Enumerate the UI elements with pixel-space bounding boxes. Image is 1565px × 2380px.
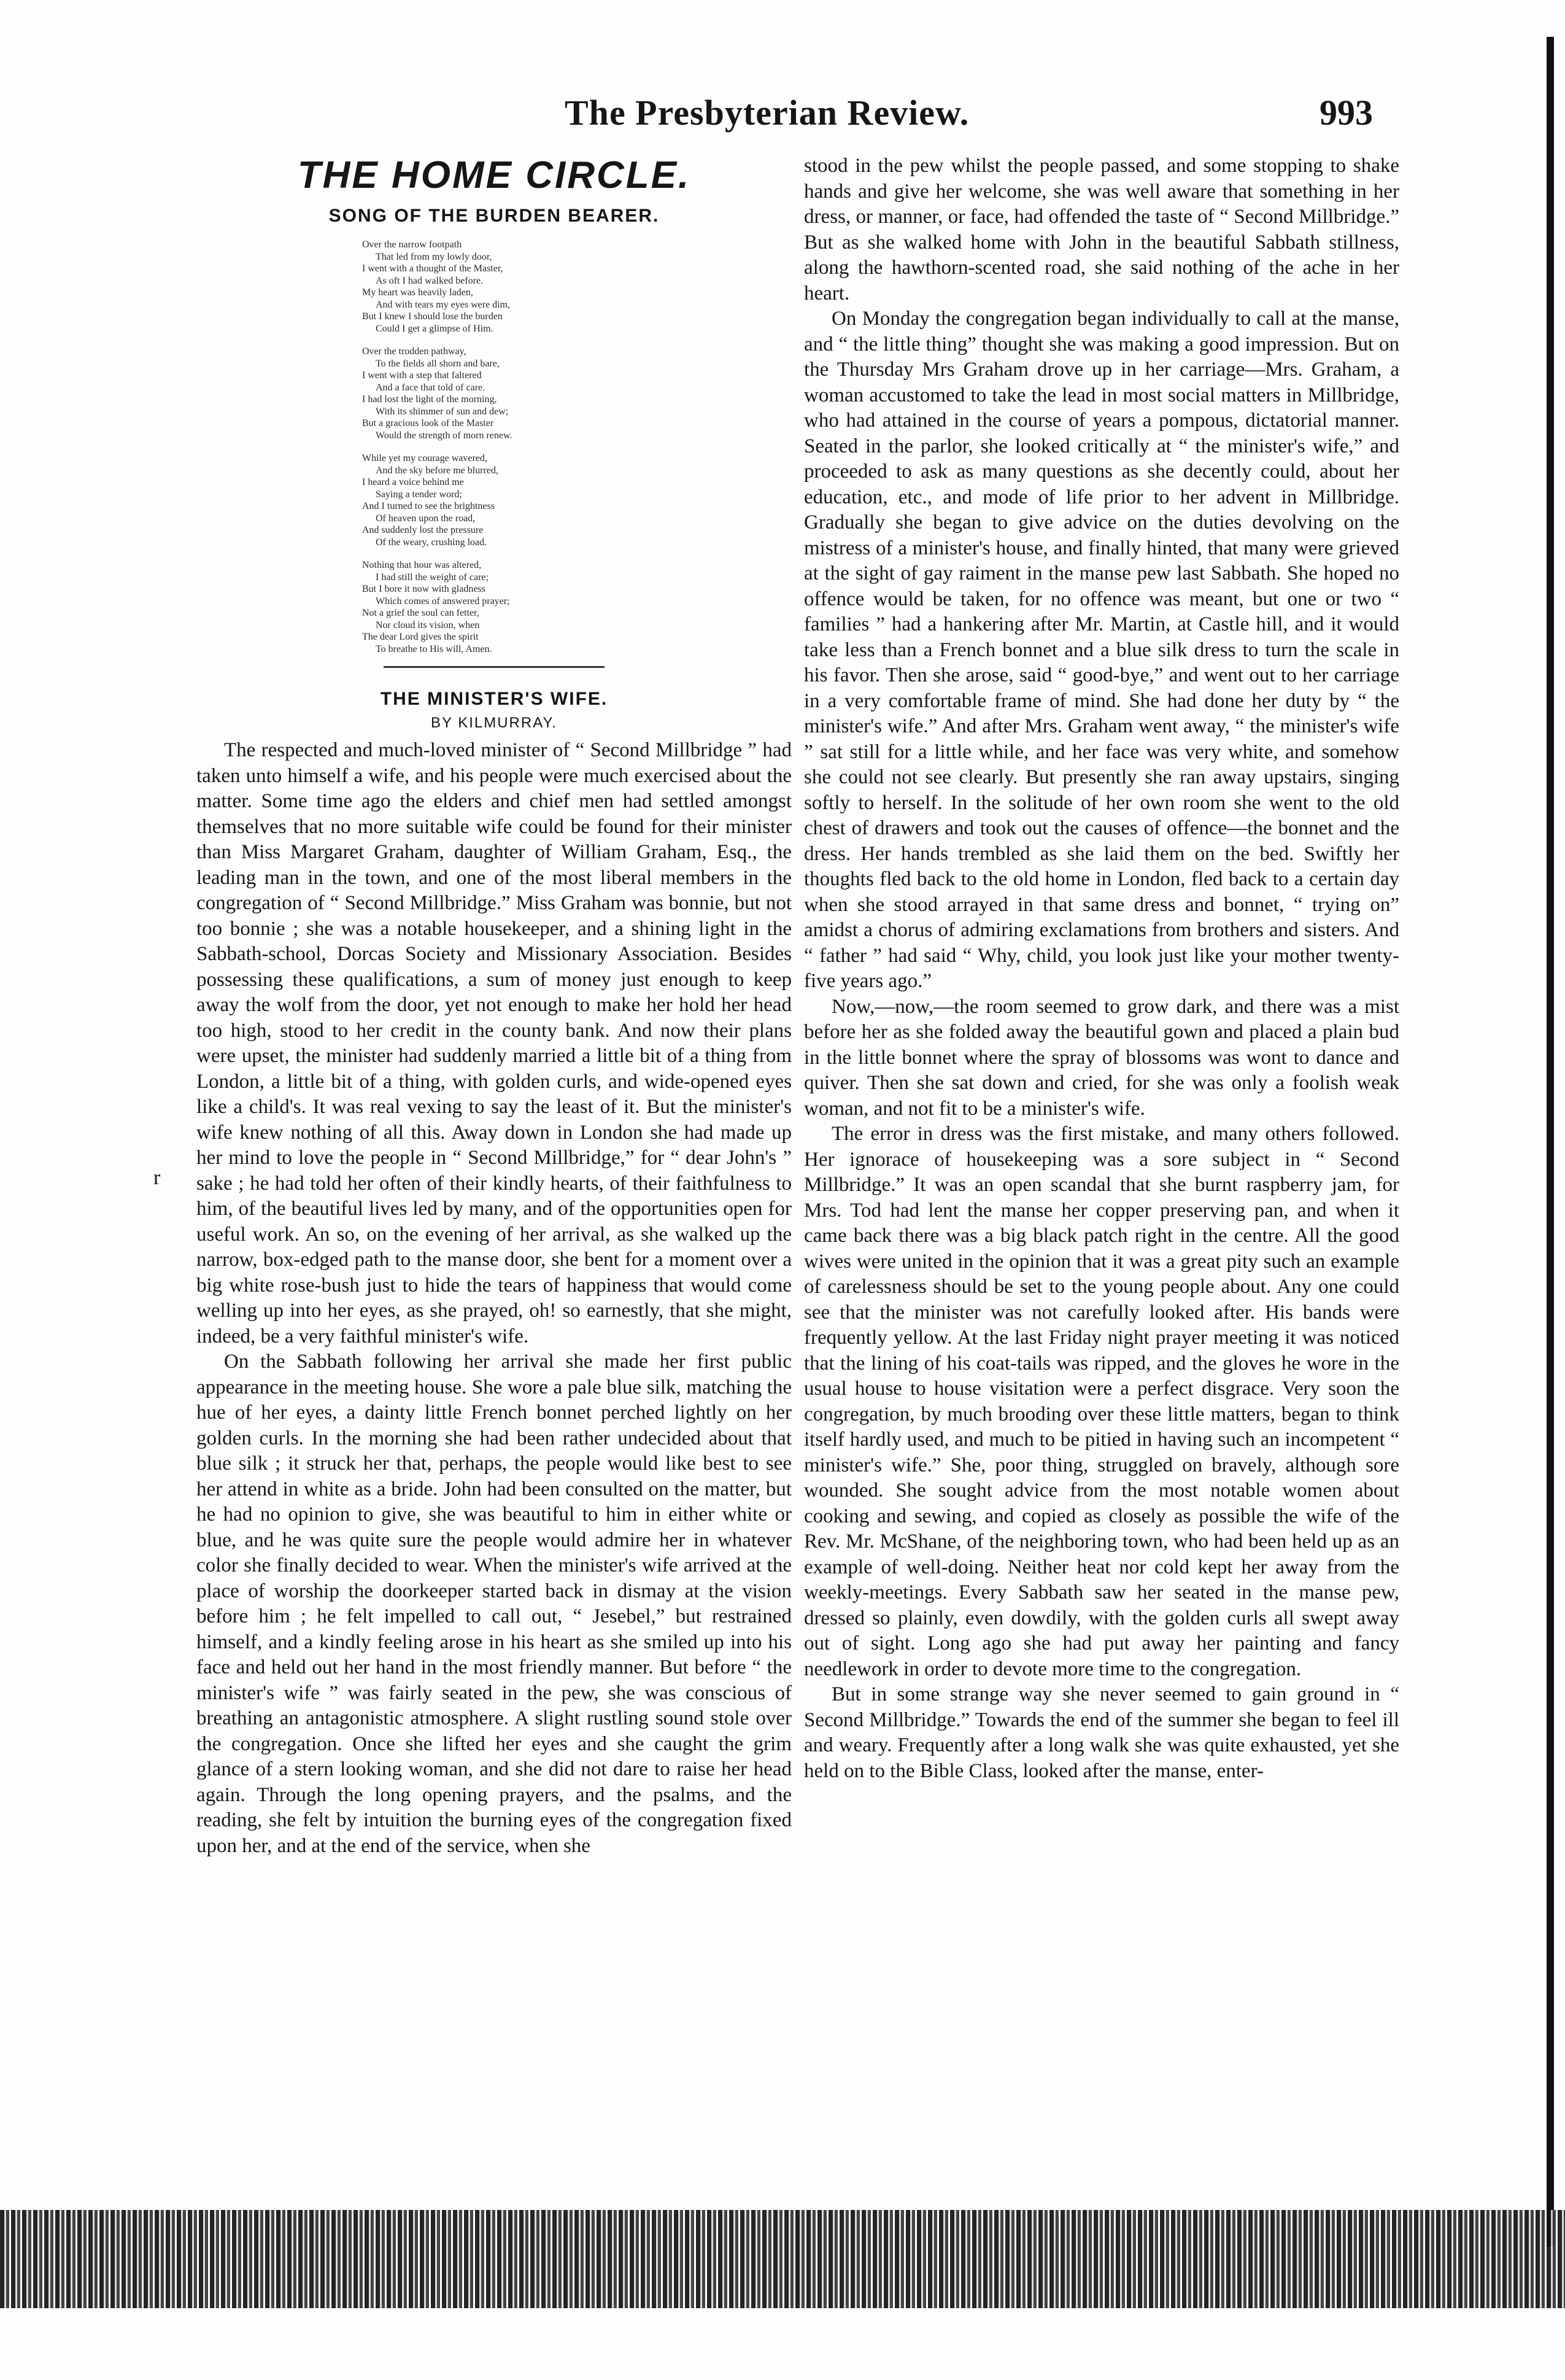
poem-line: I heard a voice behind me (362, 477, 464, 487)
running-title: The Presbyterian Review. (565, 93, 970, 133)
poem-line: Over the narrow footpath (362, 239, 462, 250)
poem-line: As oft I had walked before. (376, 275, 484, 286)
right-column (804, 153, 1399, 1784)
article-byline: BY KILMURRAY. (430, 715, 558, 731)
poem-line: Saying a tender word; (376, 489, 462, 500)
poem-line: Could I get a glimpse of Him. (376, 323, 493, 334)
article-paragraph: On the Sabbath following her arrival she made her first public appearance in the meeting house. She wore a pale blue silk, matching the hue of her eyes, a dainty little French bonnet perched lightly on her golden curls. In the morning she had been rather undecided about that blue silk ; it struck her that, perhaps, the people would like best to see her attend in white as a bride. John had been consulted on the matter, but he had no opinion to give, she was beautiful to him in either white or blue, and he was quite sure the people would admire her in whatever color she finally decided to wear. When the minister's wife arrived at the place of worship the doorkeeper started back in dismay at the vision before him ; he felt impelled to call out, “ Jesebel,” but restrained himself, and a kindly feeling arose in his heart as she smiled up into his face and held out her hand in the most friendly manner. But before “ the minister's wife ” was fairly seated in the pew, she was conscious of breathing an antagonistic atmosphere. A slight rustling sound stole over the congregation. Once she lifted her eyes and she caught the grim glance of a stern looking woman, and she did not dare to raise her head again. Through the long opening prayers, and the psalms, and the reading, she felt by intuition the burning eyes of the congregation fixed upon her, and at the end of the service, when she (196, 1351, 792, 1857)
poem-line: Of the weary, crushing load. (376, 537, 487, 548)
poem-line: Which comes of answered prayer; (376, 595, 510, 607)
poem-line: Of heaven upon the road, (376, 513, 476, 524)
poem-line: And a face that told of care. (376, 382, 485, 393)
poem-line: Over the trodden pathway, (362, 346, 466, 357)
poem-line: My heart was heavily laden, (362, 287, 473, 298)
article-paragraph: But in some strange way she never seemed to gain ground in “ Second Millbridge.” Towards the end of the summer she began to feel ill and weary. Frequently after a long walk she was quite exhausted, yet she held on to the Bible Class, looked after the manse, enter- (804, 1683, 1399, 1782)
poem-line: I had lost the light of the morning, (362, 394, 497, 405)
poem-line: But I bore it now with gladness (362, 584, 485, 594)
poem-line: I went with a step that faltered (362, 370, 482, 381)
page-number: 993 (1320, 93, 1373, 133)
article-paragraph: On Monday the congregation began individually to call at the manse, and “ the little thing” thought she was making a good impression. But on the Thursday Mrs Graham drove up in her carriage—Mrs. Graham, a woman accustomed to take the lead in most social matters in Millbridge, who had attained in the course of years a pompous, dictatorial manner. Seated in the parlor, she looked critically at “ the minister's wife,” and proceeded to ask as many questions as she decently could, about her education, etc., and mode of life prior to her advent in Millbridge. Gradually she began to give advice on the duties devolving on the mistress of a minister's house, and finally hinted, that many were grieved at the sight of gay raiment in the manse pew last Sabbath. She hoped no offence would be taken, for no offence was meant, but one or two “ families ” had a hankering after Mr. Martin, at Castle hill, and it would take less than a French bonnet and a blue silk dress to turn the scale in his favor. Then she arose, said “ good-bye,” and went out to her carriage in a very comfortable frame of mind. She had done her duty by “ the minister's wife.” And after Mrs. Graham went away, “ the minister's wife ” sat still for a little while, and her face was very white, and somehow she could not see clearly. But presently she ran away upstairs, singing softly to herself. In the solitude of her own room she went to the old chest of drawers and took out the causes of offence—the bonnet and the dress. Her hands trembled as she laid them on the bed. Swiftly her thoughts fled back to the old home in London, fled back to a certain day when she stood arrayed in that same dress and bonnet, “ trying on” amidst a chorus of admiring exclamations from brothers and sisters. And “ father ” had said “ Why, child, you look just like your mother twenty-five years ago.” (804, 308, 1399, 992)
poem-line: While yet my courage wavered, (362, 453, 487, 463)
poem-title: SONG OF THE BURDEN BEARER. (328, 206, 660, 226)
section-title: THE HOME CIRCLE. (297, 154, 691, 196)
poem-line: Not a grief the soul can fetter, (362, 608, 479, 618)
poem-stanza (362, 559, 626, 655)
margin-mark: r (153, 1166, 161, 1189)
poem-stanza (362, 346, 626, 441)
poem-line: I went with a thought of the Master, (362, 263, 503, 274)
poem-line: That led from my lowly door, (376, 251, 492, 262)
divider-rule (384, 666, 605, 668)
left-column (196, 153, 792, 1859)
poem-line: And the sky before me blurred, (376, 465, 498, 476)
poem-line: And suddenly lost the pressure (362, 525, 484, 535)
article-paragraph: Now,—now,—the room seemed to grow dark, and there was a mist before her as she folded away the beautiful gown and placed a plain bud in the little bonnet where the spray of blossoms was wont to dance and quiver. Then she sat down and cried, for she was only a foolish weak woman, and not fit to be a minister's wife. (804, 995, 1399, 1120)
article-paragraph: The respected and much-loved minister of “ Second Millbridge ” had taken unto himself a wife, and his people were much exercised about the matter. Some time ago the elders and chief men had settled amongst themselves that no more suitable wife could be found for their minister than Miss Margaret Graham, daughter of William Graham, Esq., the leading man in the town, and one of the most liberal members in the congregation of “ Second Millbridge.” Miss Graham was bonnie, but not too bonnie ; she was a notable housekeeper, and a shining light in the Sabbath-school, Dorcas Society and Missionary Association. Besides possessing these qualifications, a sum of money just enough to keep away the wolf from the door, yet not enough to make her hold her head too high, stood to her credit in the county bank. And now their plans were upset, the minister had suddenly married a little bit of a thing from London, a little bit of a thing, with golden curls, and wide-opened eyes like a child's. It was real vexing to say the least of it. But the minister's wife knew nothing of all this. Away down in London she had made up her mind to love the people in “ Second Millbridge,” for “ dear John's ” sake ; he had told her often of their kindly hearts, of their faithfulness to him, of the beautiful lives led by many, and of the opportunities open for useful work. An so, on the evening of her arrival, as she walked up the narrow, box-edged path to the manse door, she bent for a moment over a big white rose-bush just to hide the tears of happiness that would come welling up into her eyes, as she prayed, oh! so earnestly, that she might, indeed, be a very faithful minister's wife. (196, 739, 792, 1347)
poem-line: But a gracious look of the Master (362, 418, 494, 428)
poem-line: The dear Lord gives the spirit (362, 632, 479, 642)
poem-line: And with tears my eyes were dim, (376, 299, 511, 310)
poem-line: And I turned to see the brightness (362, 501, 495, 511)
poem-line: Nothing that hour was altered, (362, 560, 482, 570)
article-paragraph: stood in the pew whilst the people passed, and some stopping to shake hands and give her welcome, she was well aware that something in her dress, or manner, or face, had offended the taste of “ Second Millbridge.” But as she walked home with John in the beautiful Sabbath stillness, along the hawthorn-scented road, she said nothing of the ache in her heart. (804, 155, 1399, 304)
poem-line: Nor cloud its vision, when (376, 619, 480, 630)
poem-line: I had still the weight of care; (376, 572, 489, 583)
poem-line: Would the strength of morn renew. (376, 430, 512, 441)
poem (362, 239, 626, 655)
scan-edge-bar (1547, 37, 1554, 2247)
article-paragraph: The error in dress was the first mistake, and many others followed. Her ignorace of housekeeping was a sore subject in “ Second Millbridge.” It was an open scandal that she burnt raspberry jam, for Mrs. Tod had lent the manse her copper preserving pan, and when it came back there was a big black patch right in the centre. All the good wives were united in the opinion that it was a great pity such an example of carelessness should be set to the young people about. Any one could see that the minister was not carefully looked after. His bands were frequently yellow. At the last Friday night prayer meeting it was noticed that the lining of his coat-tails was ripped, and the gloves he wore in the usual house to house visitation were a perfect disgrace. Very soon the congregation, by much brooding over these little matters, began to think itself hardly used, and much to be pitied in having such an incompetent “ minister's wife.” She, poor thing, struggled on bravely, although sore wounded. She sought advice from the most notable women about cooking and sewing, and copied as closely as possible the wife of the Rev. Mr. McShane, of the neighboring town, who had been held up as an example of well-doing. Neither heat nor cold kept her away from the weekly-meetings. Every Sabbath saw her seated in the manse pew, dressed so plainly, even dowdily, with the golden curls all swept away out of sight. Long ago she had put away her painting and fancy needlework in order to devote more time to the congregation. (804, 1123, 1399, 1680)
article-title: THE MINISTER'S WIFE. (380, 689, 608, 709)
poem-stanza (362, 452, 626, 548)
poem-line: With its shimmer of sun and dew; (376, 406, 509, 417)
poem-stanza (362, 239, 626, 335)
page-header (0, 92, 1565, 141)
poem-line: To the fields all shorn and bare, (376, 358, 500, 369)
poem-line: But I knew I should lose the burden (362, 311, 503, 322)
scan-bottom-band (0, 2210, 1565, 2308)
poem-line: To breathe to His will, Amen. (376, 643, 492, 654)
